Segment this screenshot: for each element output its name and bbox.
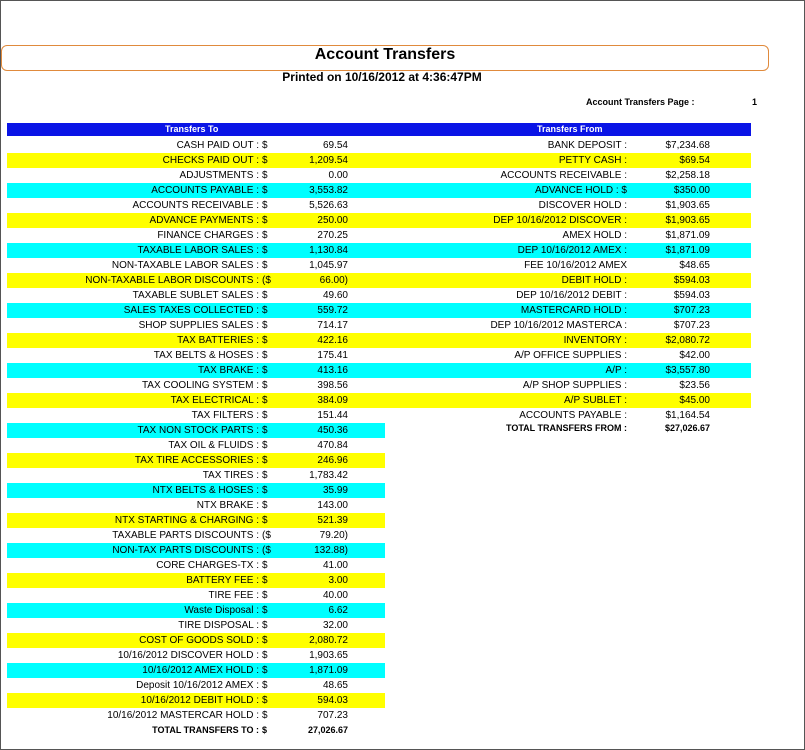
transfer-to-label: TAX BELTS & HOSES : — [153, 350, 259, 361]
transfer-to-label: 10/16/2012 AMEX HOLD : — [142, 665, 259, 676]
transfer-to-value: 1,209.54 — [309, 155, 348, 166]
transfer-to-value: 0.00 — [328, 170, 348, 181]
transfer-to-row — [7, 558, 385, 573]
transfer-from-row — [385, 258, 751, 273]
transfer-to-value: 594.03 — [317, 695, 348, 706]
transfer-to-value: 3.00 — [328, 575, 348, 586]
transfer-to-label: 10/16/2012 DISCOVER HOLD : — [117, 650, 259, 661]
transfer-to-label: TAX OIL & FLUIDS : — [168, 440, 259, 451]
transfer-from-label: FEE 10/16/2012 AMEX — [524, 260, 627, 271]
transfer-to-row — [7, 168, 385, 183]
transfer-from-row — [385, 393, 751, 408]
transfer-to-dollar: $ — [262, 200, 268, 211]
transfer-from-label: A/P SHOP SUPPLIES : — [522, 380, 627, 391]
transfer-to-value: 79.20) — [319, 530, 348, 541]
transfer-to-row — [7, 633, 385, 648]
transfer-to-row — [7, 678, 385, 693]
transfer-to-label: TAX TIRES : — [202, 470, 259, 481]
transfer-from-value: $594.03 — [673, 275, 710, 286]
transfer-from-value: $594.03 — [673, 290, 710, 301]
transfer-to-dollar: $ — [262, 515, 268, 526]
transfer-to-dollar: $ — [262, 410, 268, 421]
transfer-from-value: $707.23 — [673, 320, 710, 331]
transfer-to-label: TAX TIRE ACCESSORIES : — [134, 455, 259, 466]
transfer-to-dollar: $ — [262, 710, 268, 721]
transfer-from-label: DEP 10/16/2012 AMEX : — [517, 245, 627, 256]
transfer-to-dollar: $ — [262, 380, 268, 391]
transfer-from-label: BANK DEPOSIT : — [547, 140, 627, 151]
transfer-to-row — [7, 198, 385, 213]
transfer-to-label: ADVANCE PAYMENTS : — [149, 215, 259, 226]
transfer-to-value: 143.00 — [317, 500, 348, 511]
transfer-to-dollar: $ — [262, 395, 268, 406]
transfer-to-dollar: $ — [262, 560, 268, 571]
transfer-to-dollar: $ — [262, 320, 268, 331]
transfer-to-row — [7, 393, 385, 408]
transfer-to-row — [7, 618, 385, 633]
transfer-to-label: ACCOUNTS PAYABLE : — [151, 185, 259, 196]
transfer-from-label: DEP 10/16/2012 DISCOVER : — [493, 215, 627, 226]
transfer-to-dollar: $ — [262, 455, 268, 466]
transfer-to-label: TAX BRAKE : — [198, 365, 259, 376]
transfer-to-row — [7, 648, 385, 663]
transfer-to-value: 66.00) — [319, 275, 348, 286]
transfer-to-label: NON-TAXABLE LABOR SALES : — [111, 260, 259, 271]
transfer-to-value: 521.39 — [317, 515, 348, 526]
transfer-from-label: A/P : — [605, 365, 627, 376]
transfer-to-dollar: $ — [262, 500, 268, 511]
transfer-to-label: CASH PAID OUT : — [176, 140, 259, 151]
transfer-to-value: 413.16 — [317, 365, 348, 376]
transfer-to-value: 32.00 — [322, 620, 348, 631]
transfer-to-dollar: $ — [262, 440, 268, 451]
transfer-to-dollar: $ — [262, 485, 268, 496]
transfer-to-value: 35.99 — [322, 485, 348, 496]
transfer-to-dollar: $ — [262, 140, 268, 151]
transfer-from-row — [385, 228, 751, 243]
transfer-to-value: 40.00 — [322, 590, 348, 601]
transfer-to-row — [7, 288, 385, 303]
transfer-to-value: 1,045.97 — [309, 260, 348, 271]
transfer-from-value: $42.00 — [679, 350, 710, 361]
transfer-from-row — [385, 168, 751, 183]
transfer-to-value: 2,080.72 — [309, 635, 348, 646]
transfer-from-row — [385, 213, 751, 228]
transfer-to-label: BATTERY FEE : — [186, 575, 259, 586]
transfer-from-label: AMEX HOLD : — [562, 230, 627, 241]
transfer-to-dollar: $ — [262, 290, 268, 301]
transfer-from-value: $2,080.72 — [665, 335, 710, 346]
transfer-to-row — [7, 378, 385, 393]
transfer-from-value: $48.65 — [679, 260, 710, 271]
transfer-to-row — [7, 513, 385, 528]
transfer-from-row — [385, 183, 751, 198]
transfer-to-label: NTX BRAKE : — [196, 500, 259, 511]
transfer-to-label: TAX COOLING SYSTEM : — [141, 380, 259, 391]
transfer-from-label: INVENTORY : — [563, 335, 627, 346]
transfer-to-label: TAX ELECTRICAL : — [170, 395, 259, 406]
transfer-from-row — [385, 243, 751, 258]
transfer-to-row — [7, 423, 385, 438]
transfer-to-row — [7, 483, 385, 498]
transfer-from-value: $2,258.18 — [665, 170, 710, 181]
total-from-value: $27,026.67 — [664, 423, 710, 433]
transfer-to-value: 69.54 — [322, 140, 348, 151]
transfer-from-row — [385, 333, 751, 348]
transfer-to-value: 6.62 — [328, 605, 348, 616]
transfer-from-label: MASTERCARD HOLD : — [520, 305, 627, 316]
transfer-to-value: 422.16 — [317, 335, 348, 346]
transfer-to-label: NON-TAX PARTS DISCOUNTS : — [112, 545, 259, 556]
transfer-to-label: CHECKS PAID OUT : — [162, 155, 259, 166]
transfer-to-value: 714.17 — [317, 320, 348, 331]
transfer-to-dollar: $ — [262, 155, 268, 166]
transfer-to-label: SHOP SUPPLIES SALES : — [138, 320, 259, 331]
transfer-to-label: NTX BELTS & HOSES : — [152, 485, 259, 496]
transfer-to-dollar: $ — [262, 590, 268, 601]
transfer-to-dollar: $ — [262, 635, 268, 646]
transfer-to-label: TAXABLE SUBLET SALES : — [132, 290, 259, 301]
transfer-to-row — [7, 243, 385, 258]
transfer-to-dollar: $ — [262, 230, 268, 241]
transfer-to-dollar: $ — [262, 365, 268, 376]
transfer-from-row — [385, 318, 751, 333]
transfer-to-label: SALES TAXES COLLECTED : — [123, 305, 259, 316]
transfers-from-heading: Transfers From — [537, 124, 603, 134]
transfer-to-row — [7, 318, 385, 333]
transfer-to-dollar: $ — [262, 215, 268, 226]
transfer-from-label: ACCOUNTS RECEIVABLE : — [500, 170, 627, 181]
transfer-to-value: 270.25 — [317, 230, 348, 241]
transfer-from-value: $1,903.65 — [665, 200, 710, 211]
total-transfers-to-row — [7, 723, 385, 738]
transfer-from-row — [385, 303, 751, 318]
transfer-to-value: 250.00 — [317, 215, 348, 226]
transfer-to-row — [7, 183, 385, 198]
transfer-to-row — [7, 408, 385, 423]
transfer-from-label: DEBIT HOLD : — [561, 275, 627, 286]
transfer-from-row — [385, 378, 751, 393]
transfer-to-label: ACCOUNTS RECEIVABLE : — [132, 200, 259, 211]
transfer-from-value: $45.00 — [679, 395, 710, 406]
transfer-to-label: COST OF GOODS SOLD : — [139, 635, 259, 646]
transfer-from-row — [385, 273, 751, 288]
transfer-to-value: 707.23 — [317, 710, 348, 721]
transfer-to-value: 48.65 — [322, 680, 348, 691]
total-transfers-from-row — [385, 421, 751, 436]
transfer-to-value: 559.72 — [317, 305, 348, 316]
transfer-to-label: 10/16/2012 DEBIT HOLD : — [140, 695, 259, 706]
transfers-to-heading: Transfers To — [165, 124, 219, 134]
transfer-from-row — [385, 363, 751, 378]
transfer-to-label: TIRE FEE : — [208, 590, 259, 601]
transfer-to-dollar: $ — [262, 620, 268, 631]
transfer-to-value: 41.00 — [322, 560, 348, 571]
transfer-to-value: 1,871.09 — [309, 665, 348, 676]
transfer-from-value: $1,164.54 — [665, 410, 710, 421]
transfer-to-row — [7, 348, 385, 363]
transfer-to-label: TAX FILTERS : — [191, 410, 259, 421]
transfer-from-value: $69.54 — [679, 155, 710, 166]
transfer-to-row — [7, 363, 385, 378]
transfer-to-row — [7, 468, 385, 483]
transfer-to-dollar: $ — [262, 470, 268, 481]
transfer-from-label: ACCOUNTS PAYABLE : — [519, 410, 627, 421]
transfer-to-dollar: $ — [262, 605, 268, 616]
report-title: Account Transfers — [314, 46, 456, 63]
transfer-to-label: 10/16/2012 MASTERCAR HOLD : — [107, 710, 259, 721]
transfer-from-value: $3,557.80 — [665, 365, 710, 376]
transfer-to-value: 470.84 — [317, 440, 348, 451]
transfer-from-value: $1,871.09 — [665, 245, 710, 256]
transfer-to-label: Deposit 10/16/2012 AMEX : — [136, 680, 259, 691]
printed-date: Printed on 10/16/2012 at 4:36:47PM — [282, 70, 482, 84]
transfer-to-value: 450.36 — [317, 425, 348, 436]
transfer-to-row — [7, 258, 385, 273]
transfer-from-label: PETTY CASH : — [558, 155, 627, 166]
transfer-to-row — [7, 573, 385, 588]
transfer-to-dollar: $ — [262, 350, 268, 361]
total-to-value: 27,026.67 — [307, 725, 348, 735]
transfer-to-value: 132.88) — [314, 545, 348, 556]
transfer-from-value: $707.23 — [673, 305, 710, 316]
total-to-dollar: $ — [262, 725, 268, 735]
transfer-from-label: DEP 10/16/2012 MASTERCA : — [490, 320, 627, 331]
transfer-to-label: TAXABLE PARTS DISCOUNTS : — [112, 530, 259, 541]
transfer-from-value: $1,903.65 — [665, 215, 710, 226]
transfer-to-dollar: $ — [262, 185, 268, 196]
transfer-from-value: $350.00 — [673, 185, 710, 196]
transfer-to-label: ADJUSTMENTS : — [179, 170, 259, 181]
transfer-to-dollar: $ — [262, 245, 268, 256]
transfer-to-value: 49.60 — [322, 290, 348, 301]
transfer-to-value: 1,903.65 — [309, 650, 348, 661]
transfer-to-dollar: $ — [262, 665, 268, 676]
transfer-from-row — [385, 153, 751, 168]
transfer-from-value: $7,234.68 — [665, 140, 710, 151]
transfer-to-dollar: $ — [262, 695, 268, 706]
transfer-to-label: FINANCE CHARGES : — [157, 230, 259, 241]
transfer-from-value: $23.56 — [679, 380, 710, 391]
transfer-to-dollar: $ — [262, 260, 268, 271]
total-to-label: TOTAL TRANSFERS TO : — [152, 725, 259, 735]
transfer-to-dollar: ($ — [262, 530, 271, 541]
transfer-from-label: DEP 10/16/2012 DEBIT : — [516, 290, 627, 301]
transfer-to-label: TAXABLE LABOR SALES : — [137, 245, 259, 256]
transfer-to-value: 246.96 — [317, 455, 348, 466]
transfer-to-value: 1,130.84 — [309, 245, 348, 256]
transfers-to-header — [7, 123, 385, 136]
transfer-from-row — [385, 198, 751, 213]
transfer-to-label: NON-TAXABLE LABOR DISCOUNTS : — [85, 275, 259, 286]
transfer-from-row — [385, 288, 751, 303]
transfer-to-label: TAX BATTERIES : — [177, 335, 259, 346]
transfer-from-label: DISCOVER HOLD : — [538, 200, 627, 211]
transfer-to-value: 1,783.42 — [309, 470, 348, 481]
transfer-to-row — [7, 693, 385, 708]
transfer-to-row — [7, 663, 385, 678]
transfer-to-row — [7, 453, 385, 468]
transfer-to-dollar: $ — [262, 575, 268, 586]
transfer-to-row — [7, 273, 385, 288]
transfer-from-row — [385, 138, 751, 153]
transfer-to-value: 175.41 — [317, 350, 348, 361]
transfer-to-row — [7, 228, 385, 243]
transfers-from-header — [385, 123, 751, 136]
total-from-label: TOTAL TRANSFERS FROM : — [506, 423, 627, 433]
transfer-to-row — [7, 153, 385, 168]
transfer-to-dollar: $ — [262, 680, 268, 691]
transfer-to-value: 151.44 — [317, 410, 348, 421]
transfer-to-row — [7, 438, 385, 453]
transfer-to-dollar: ($ — [262, 545, 271, 556]
transfer-from-label: ADVANCE HOLD : $ — [534, 185, 627, 196]
transfer-to-label: Waste Disposal : — [184, 605, 259, 616]
transfer-to-dollar: $ — [262, 170, 268, 181]
transfer-from-row — [385, 348, 751, 363]
transfer-to-dollar: $ — [262, 335, 268, 346]
transfer-to-value: 3,553.82 — [309, 185, 348, 196]
transfer-to-dollar: $ — [262, 425, 268, 436]
transfer-to-row — [7, 528, 385, 543]
page-label: Account Transfers Page : — [586, 97, 695, 107]
transfer-to-value: 398.56 — [317, 380, 348, 391]
transfer-to-dollar: $ — [262, 650, 268, 661]
transfer-to-row — [7, 333, 385, 348]
page-number: 1 — [752, 97, 758, 107]
transfer-to-row — [7, 708, 385, 723]
transfer-to-row — [7, 213, 385, 228]
transfer-to-dollar: ($ — [262, 275, 271, 286]
transfer-to-label: NTX STARTING & CHARGING : — [114, 515, 259, 526]
transfer-to-row — [7, 543, 385, 558]
transfer-to-row — [7, 603, 385, 618]
transfer-from-label: A/P SUBLET : — [564, 395, 627, 406]
transfer-to-label: TIRE DISPOSAL : — [178, 620, 259, 631]
transfer-to-row — [7, 303, 385, 318]
transfer-to-row — [7, 498, 385, 513]
transfer-to-label: CORE CHARGES-TX : — [156, 560, 259, 571]
transfer-to-value: 384.09 — [317, 395, 348, 406]
transfer-from-value: $1,871.09 — [665, 230, 710, 241]
transfer-to-value: 5,526.63 — [309, 200, 348, 211]
transfer-from-label: A/P OFFICE SUPPLIES : — [514, 350, 627, 361]
transfer-to-dollar: $ — [262, 305, 268, 316]
transfer-to-label: TAX NON STOCK PARTS : — [137, 425, 259, 436]
transfer-to-row — [7, 588, 385, 603]
transfer-to-row — [7, 138, 385, 153]
